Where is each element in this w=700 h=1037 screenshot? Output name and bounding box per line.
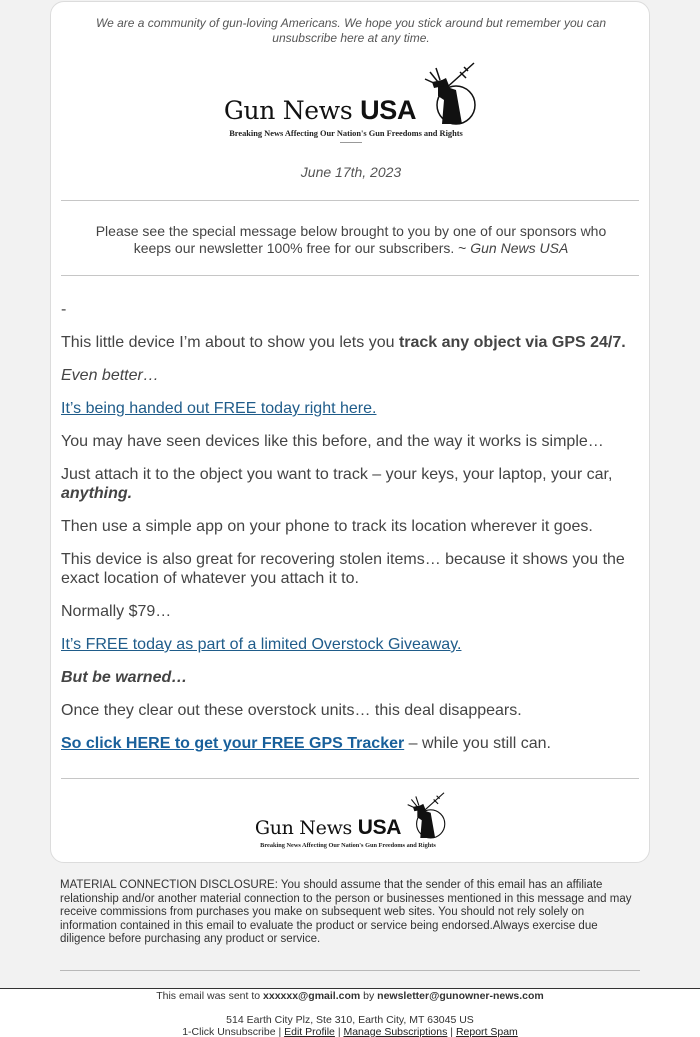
report-spam-link[interactable]: Report Spam (455, 1026, 518, 1037)
cta-paragraph: So click HERE to get your FREE GPS Tracker – while you still can. (61, 735, 551, 752)
email-body (61, 300, 631, 767)
sender-email: newsletter@gunowner-news.com (377, 990, 544, 1002)
sponsor-signature: Gun News USA (470, 240, 569, 256)
logo-tagline: Breaking News Affecting Our Nation's Gun Freedoms and Rights (260, 842, 436, 849)
edit-profile-link[interactable]: Edit Profile (284, 1026, 335, 1037)
logo-wordmark: Gun News USA (223, 95, 417, 125)
unsubscribe-label: 1-Click Unsubscribe (182, 1026, 276, 1037)
body-paragraph: Even better… (61, 367, 159, 384)
divider (61, 275, 639, 276)
body-paragraph: You may have seen devices like this before, and the way it works is simple… (61, 433, 604, 450)
divider (61, 200, 639, 201)
body-paragraph: Once they clear out these overstock units… this deal disappears. (61, 702, 522, 719)
logo-wordmark: Gun News USA (254, 816, 402, 839)
body-paragraph: Then use a simple app on your phone to track its location wherever it goes. (61, 518, 593, 535)
body-paragraph: Normally $79… (61, 603, 172, 620)
statue-of-liberty-icon (401, 790, 447, 840)
divider (60, 970, 640, 971)
giveaway-link[interactable]: It’s FREE today as part of a limited Overstock Giveaway. (61, 636, 462, 653)
divider (61, 778, 639, 779)
footer-links: 1-Click Unsubscribe | Edit Profile | Manage Subscriptions | Report Spam (182, 1026, 518, 1037)
logo-tagline: Breaking News Affecting Our Nation's Gun Freedoms and Rights (229, 129, 463, 138)
sent-to-line: This email was sent to xxxxxx@gmail.com by newsletter@gunowner-news.com (156, 990, 544, 1002)
header-logo[interactable] (201, 60, 501, 143)
footer-logo[interactable] (241, 790, 461, 849)
issue-date: June 17th, 2023 (300, 164, 402, 180)
manage-subscriptions-link[interactable]: Manage Subscriptions (343, 1026, 448, 1037)
recipient-email: xxxxxx@gmail.com (263, 990, 361, 1002)
mailing-address: 514 Earth City Plz, Ste 310, Earth City, MT 63045 US (226, 1013, 474, 1026)
cta-link[interactable]: So click HERE to get your FREE GPS Tracker (61, 735, 405, 752)
sponsor-message: Please see the special message below brought to you by one of our sponsors who keeps our newsletter 100% free for our subscribers. ~ Gun News USA (95, 223, 607, 256)
body-paragraph: This little device I’m about to show you lets you track any object via GPS 24/7. (61, 334, 626, 351)
free-offer-link[interactable]: It’s being handed out FREE today right here. (61, 400, 377, 417)
material-disclosure: MATERIAL CONNECTION DISCLOSURE: You should assume that the sender of this email has an affiliate relationship and/or another material connection to the person or businesses mentioned in this message and may receive commissions from purchases you make on subsequent web sites. You should not rely solely on information contained in this email to evaluate the product or service being endorsed.Always exercise due diligence before purchasing any product or service. (60, 879, 632, 945)
logo-divider (340, 142, 362, 143)
body-paragraph: This device is also great for recovering stolen items… because it shows you the exact location of whatever you attach it to. (61, 551, 625, 587)
email-card (50, 1, 650, 863)
preheader: We are a community of gun-loving Americans. We hope you stick around but remember you can unsubscribe here at any time. (95, 16, 607, 45)
body-paragraph: But be warned… (61, 669, 188, 686)
email-footer (0, 988, 700, 1037)
body-dash: - (61, 301, 67, 318)
body-paragraph: Just attach it to the object you want to track – your keys, your laptop, your car, anything. (61, 466, 613, 502)
statue-of-liberty-icon (416, 60, 478, 126)
